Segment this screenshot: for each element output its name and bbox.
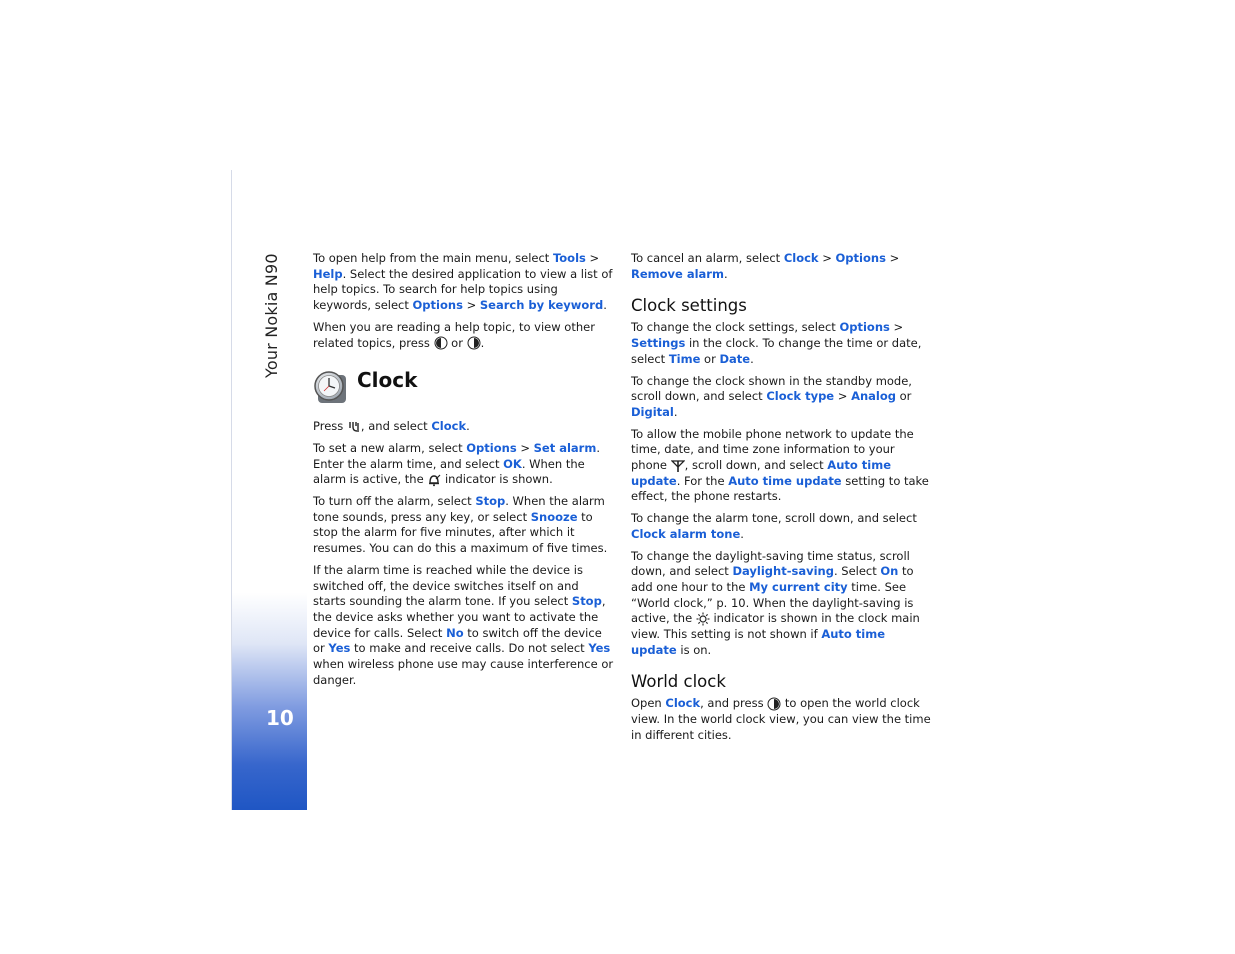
joystick-right-icon [467, 336, 481, 350]
clock-heading: Clock [357, 368, 418, 393]
link-options: Options [412, 298, 463, 313]
right-column [631, 251, 933, 750]
clock-section-header [313, 369, 615, 405]
link-on: On [880, 564, 899, 579]
daylight-saving-icon [696, 612, 710, 626]
link-remove-alarm: Remove alarm [631, 266, 724, 281]
link-no: No [446, 625, 464, 640]
link-clock: Clock [783, 251, 819, 265]
link-search-by-keyword: Search by keyword [479, 298, 604, 313]
switched-off-alarm-paragraph: If the alarm time is reached while the device is switched off, the device switches itself on and starts sounding the alarm tone. If you select Stop, the device asks whether you want to activate the device for calls. Select No to switch off the device or Yes to make and receive calls. Do not select Yes when wireless phone use may cause interference or danger. [313, 562, 614, 687]
auto-time-update-paragraph: To allow the mobile phone network to update the time, date, and time zone information to your phone , scroll down, and select Auto time update. For the Auto time update setting to take effect, the phone restarts. [631, 426, 929, 504]
link-my-current-city: My current city [749, 579, 848, 594]
link-yes: Yes [588, 641, 611, 656]
world-clock-paragraph: Open Clock, and press to open the world clock view. In the world clock view, you can view the time in different cities. [631, 696, 931, 742]
link-date: Date [719, 351, 751, 366]
link-clock: Clock [431, 419, 467, 434]
alarm-tone-paragraph: To change the alarm tone, scroll down, and select Clock alarm tone. [631, 511, 917, 541]
link-yes: Yes [328, 641, 351, 656]
link-auto-time-update: Auto time update [631, 627, 886, 657]
cancel-alarm-paragraph: To cancel an alarm, select Clock > Options > Remove alarm. [631, 251, 900, 281]
link-stop: Stop [571, 594, 602, 609]
clock-type-paragraph: To change the clock shown in the standby mode, scroll down, and select Clock type > Analog or Digital. [631, 373, 912, 419]
turn-off-alarm-paragraph: To turn off the alarm, select Stop. When the alarm tone sounds, press any key, or select Snooze to stop the alarm for five minutes, after which it resumes. You can do this a maximum of five times. [313, 494, 608, 556]
joystick-right-icon [767, 697, 781, 711]
link-set-alarm: Set alarm [533, 440, 597, 455]
link-clock-alarm-tone: Clock alarm tone [631, 526, 741, 541]
link-options: Options [835, 251, 886, 265]
clock-settings-heading: Clock settings [631, 296, 747, 316]
help-intro-paragraph: To open help from the main menu, select Tools > Help. Select the desired application to view a list of help topics. To search for help topics using keywords, select Options > Search by keyword. [313, 251, 613, 313]
network-antenna-icon [671, 459, 685, 473]
set-alarm-paragraph: To set a new alarm, select Options > Set alarm. Enter the alarm time, and select OK. When the alarm is active, the indicator is shown. [313, 440, 600, 487]
link-time: Time [668, 351, 701, 366]
left-column [313, 251, 615, 694]
link-clock-type: Clock type [766, 389, 835, 404]
link-analog: Analog [851, 389, 896, 404]
daylight-saving-paragraph: To change the daylight-saving time status, scroll down, and select Daylight-saving. Select On to add one hour to the My current city time. See “World clock,” p. 10. When the daylight-saving is active, the indicator is shown in the clock main view. This setting is not shown if Auto time update is on. [631, 548, 920, 657]
related-topics-paragraph: When you are reading a help topic, to view other related topics, press or . [313, 319, 595, 350]
link-options: Options [466, 440, 517, 455]
link-daylight-saving: Daylight-saving [732, 564, 834, 579]
link-options: Options [839, 320, 890, 335]
link-stop: Stop [475, 494, 506, 509]
menu-key-icon [347, 420, 361, 434]
link-auto-time-update: Auto time update [728, 473, 842, 488]
link-clock: Clock [665, 696, 701, 711]
link-snooze: Snooze [530, 509, 578, 524]
link-settings: Settings [631, 336, 686, 351]
alarm-indicator-icon [427, 473, 441, 487]
page-number: 10 [266, 706, 294, 730]
clock-app-icon [313, 370, 347, 404]
world-clock-heading: World clock [631, 672, 726, 692]
link-ok: OK [503, 456, 522, 471]
joystick-left-icon [434, 336, 448, 350]
press-clock-paragraph: Press , and select Clock. [313, 419, 470, 434]
link-digital: Digital [631, 404, 674, 419]
link-help: Help [313, 266, 343, 281]
link-auto-time-update: Auto time update [631, 458, 892, 488]
sidebar-title: Your Nokia N90 [262, 253, 281, 378]
change-settings-paragraph: To change the clock settings, select Options > Settings in the clock. To change the time or date, select Time or Date. [631, 320, 922, 366]
link-tools: Tools [552, 251, 586, 265]
